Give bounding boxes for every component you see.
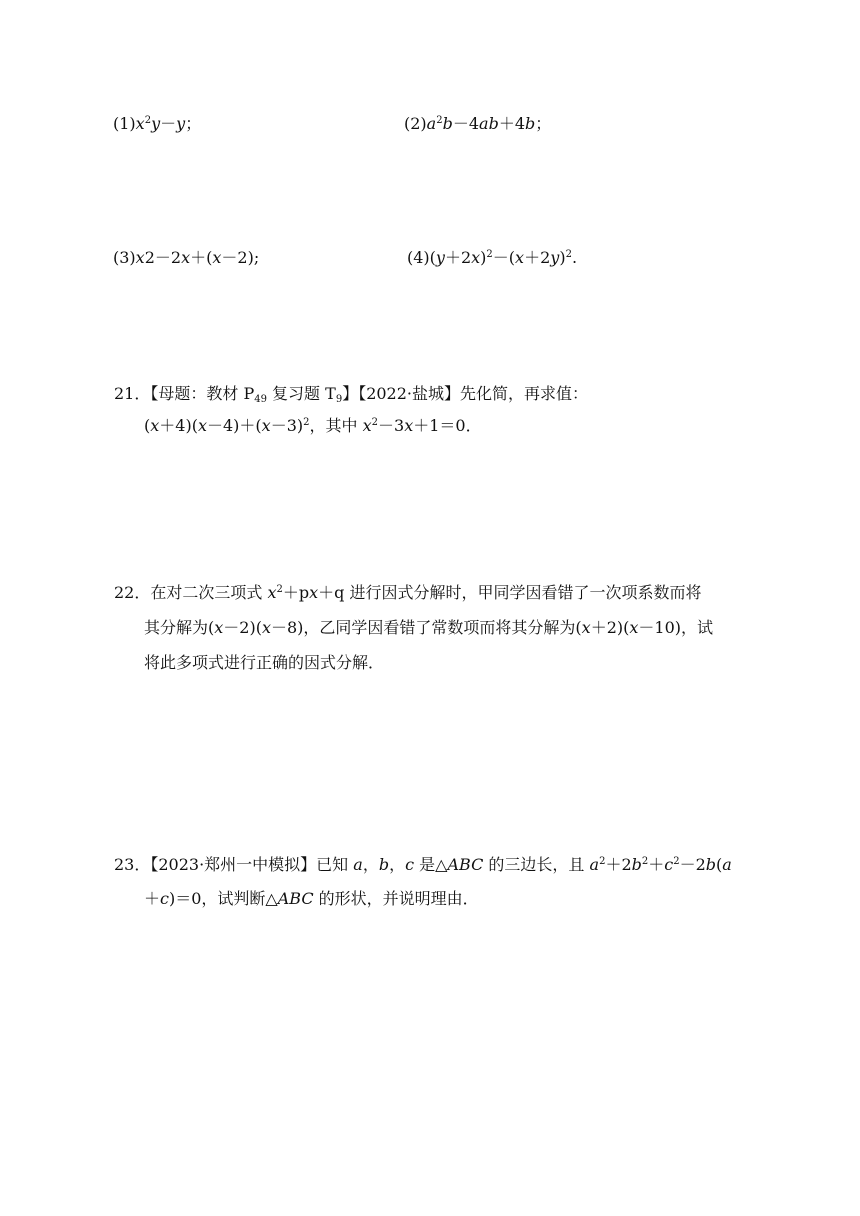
question-22-line3: 将此多项式进行正确的因式分解．: [144, 653, 385, 672]
question-22-line2: 其分解为(x－2)(x－8)，乙同学因看错了常数项而将其分解为(x＋2)(x－10)，试: [144, 618, 713, 637]
question-21-line2: $(x+4)(x-4)+(x-3)^2$，其中 $x^2-3x+1=0$．: [144, 416, 482, 435]
problem-4: $(4)(y+2x)^2-(x+2y)^2$.: [407, 248, 578, 267]
question-22-line1: 22．在对二次三项式 $x^2+px+q$ 进行因式分解时，甲同学因看错了一次项系数而将: [114, 583, 702, 602]
problem-1: $(1)x^2y-y$；: [113, 114, 202, 133]
problem-3: (3)x2－2x＋(x－2);: [113, 248, 260, 267]
question-23-line1: 23．【2023·郑州一中模拟】已知 a，b，c 是△ABC 的三边长，且 $a^2+2b^2+c^2-2b(a$: [114, 855, 732, 874]
question-23-line2: ＋c)＝0，试判断△ABC 的形状，并说明理由．: [144, 889, 479, 908]
question-21-line1: 21．【母题：教材 $P_{49}$ 复习题 $T_9$】【2022·盐城】先化简，再求值：: [114, 384, 588, 405]
problem-2: $(2)a^2b-4ab+4b$；: [404, 114, 552, 133]
